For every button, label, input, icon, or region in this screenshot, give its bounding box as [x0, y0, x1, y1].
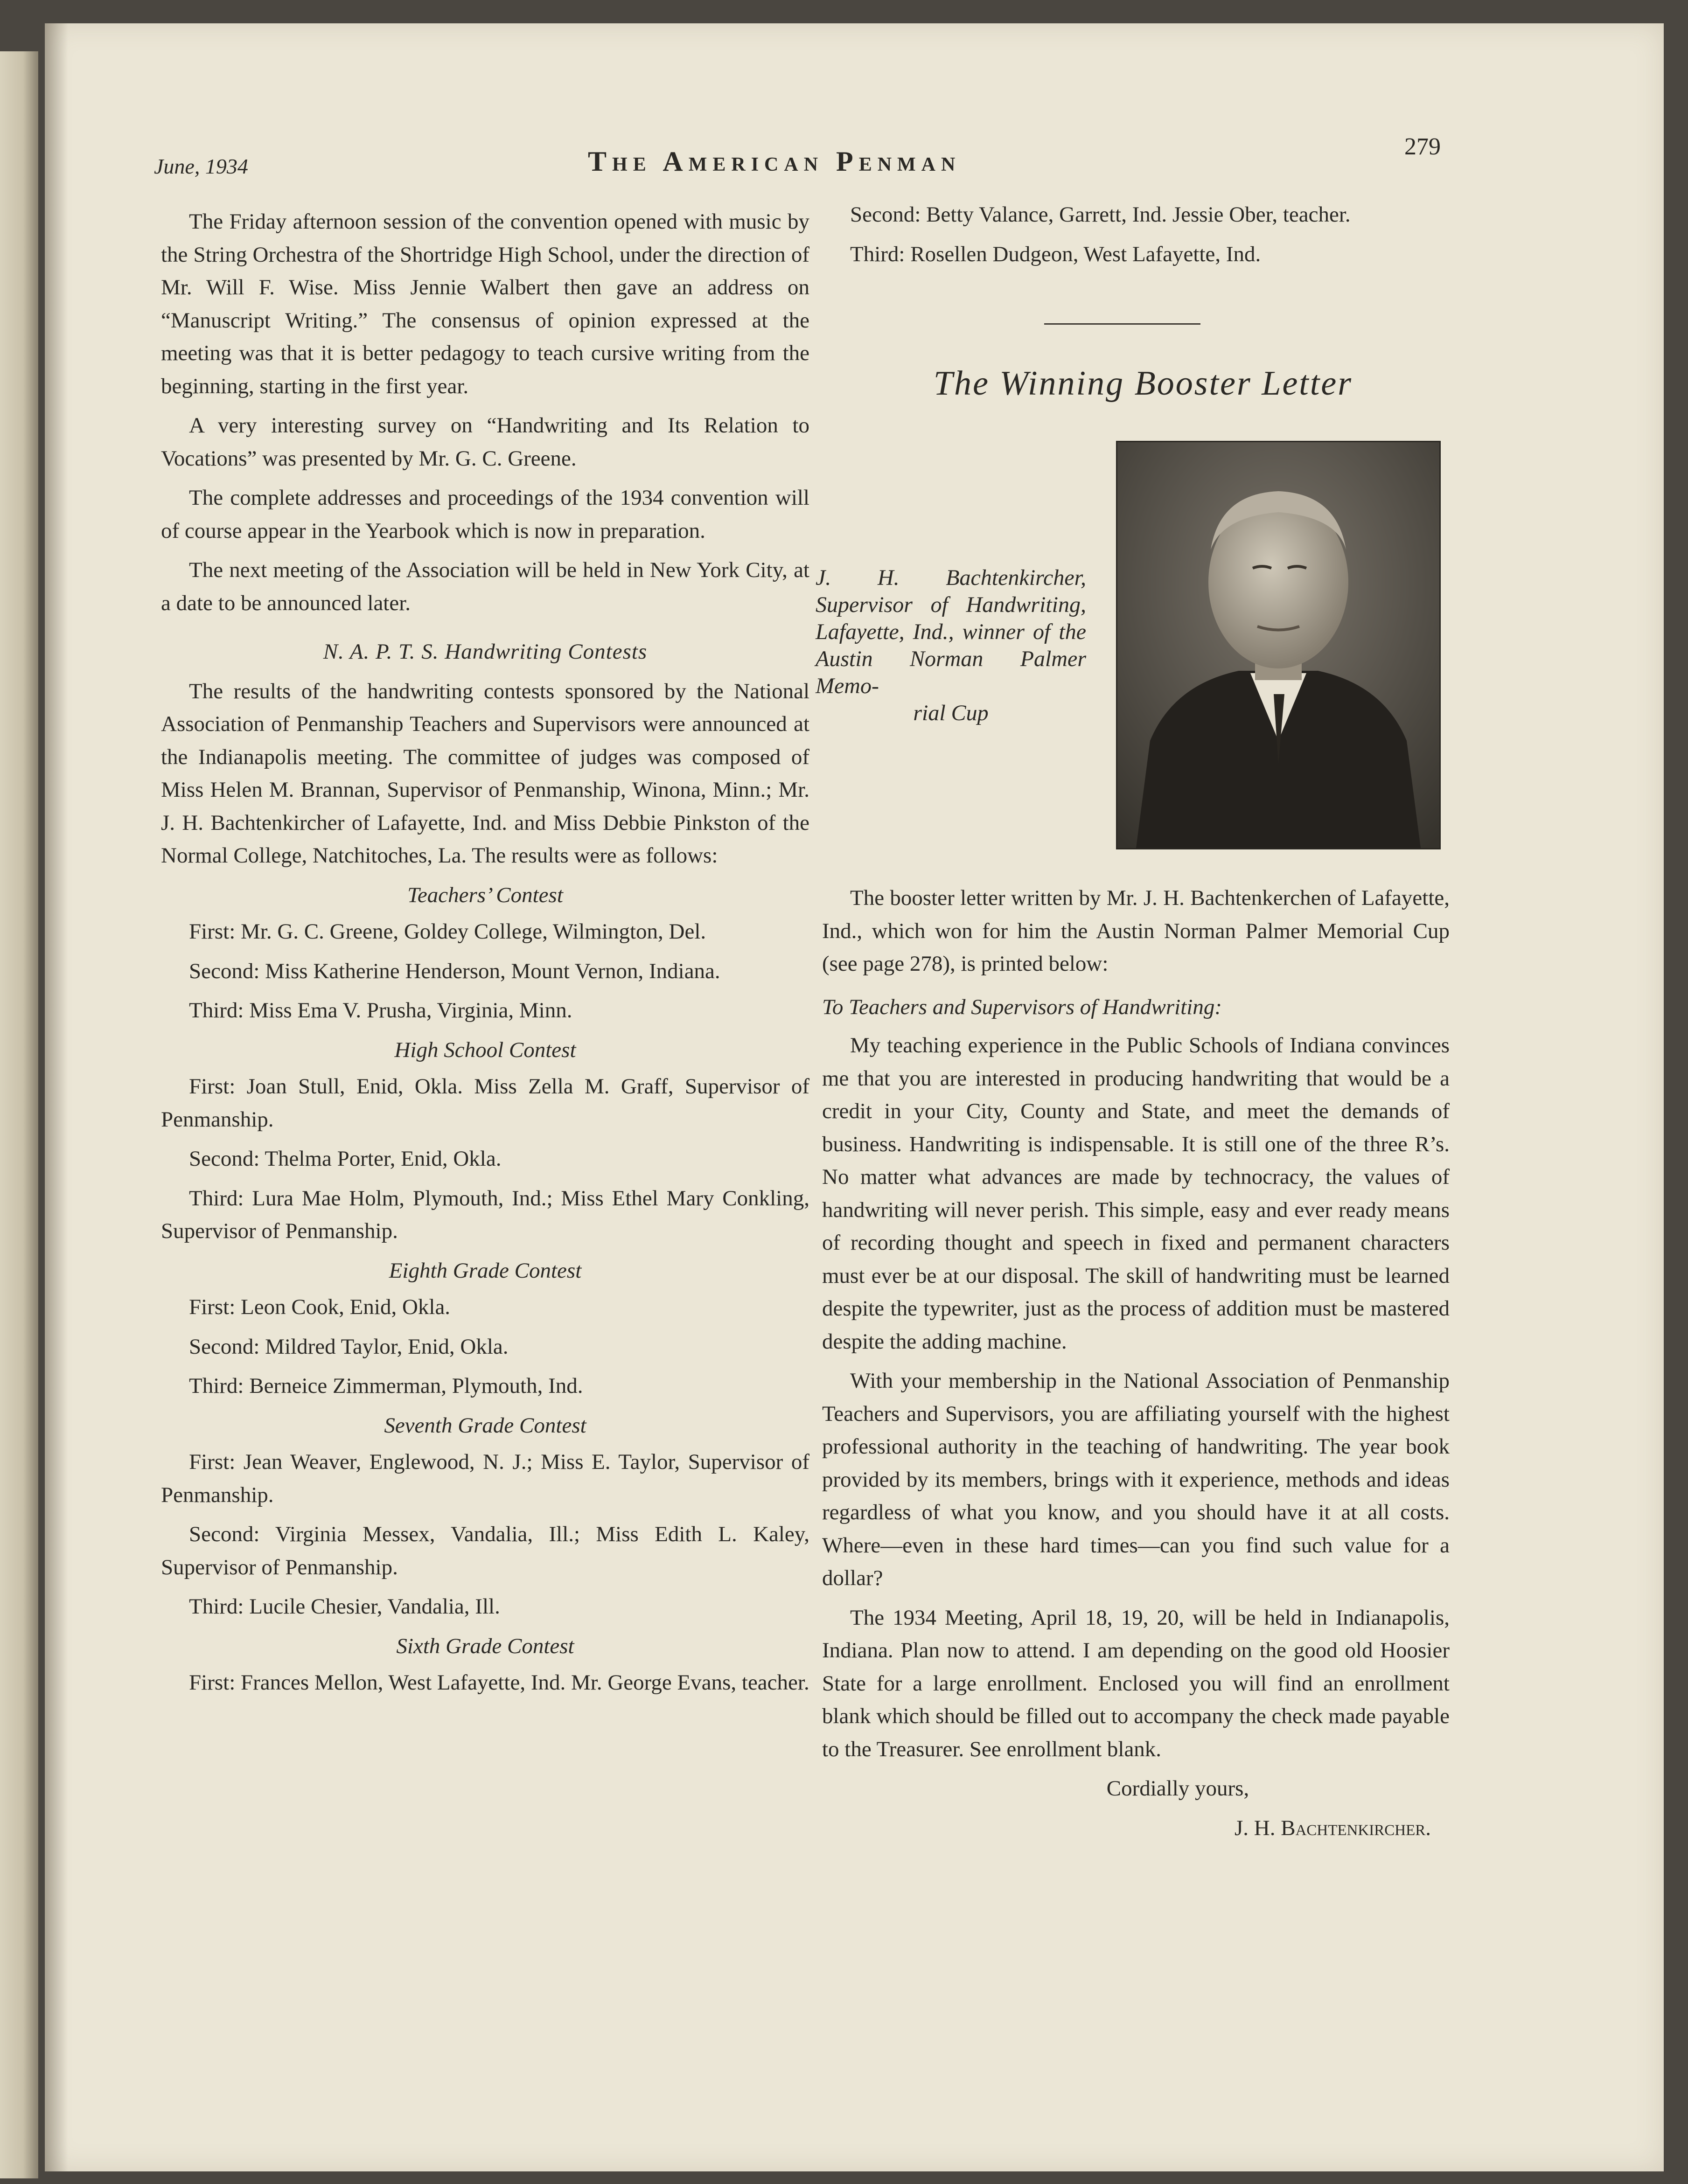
paragraph: The booster letter written by Mr. J. H. Bachtenkerchen of Lafayette, Ind., which won for him the Austin Norman Palmer Memorial Cup (see page 278), is printed below:	[822, 886, 1450, 976]
result-entry: First: Leon Cook, Enid, Okla.	[189, 1295, 451, 1319]
seventh-grade-contest-heading: Seventh Grade Contest	[384, 1413, 586, 1438]
letter-paragraph: The 1934 Meeting, April 18, 19, 20, will be held in Indianapolis, Indiana. Plan now to attend. I am depending on the good old Hoosier State for a large enrollment. Enclosed you will find an enrollment blank which should be filled out to accompany the check made payable to the Treasurer. See enrollment blank.	[822, 1605, 1450, 1761]
caption-text-end: rial Cup	[913, 701, 989, 725]
paragraph: The Friday afternoon session of the convention opened with music by the String Orchestra of the Shortridge High School, under the direction of Mr. Will F. Wise. Miss Jennie Walbert then gave an address on “Manuscript Writing.” The consensus of opinion expressed at the meeting was that it is better pedagogy to teach cursive writing from the beginning, starting in the first year.	[161, 209, 809, 398]
result-entry: Second: Betty Valance, Garrett, Ind. Jessie Ober, teacher.	[850, 202, 1351, 227]
right-column-top	[822, 198, 1450, 277]
eighth-grade-contest-heading: Eighth Grade Contest	[389, 1258, 582, 1283]
result-entry: Second: Virginia Messex, Vandalia, Ill.; Miss Edith L. Kaley, Supervisor of Penmanship.	[161, 1522, 809, 1579]
result-entry: Third: Rosellen Dudgeon, West Lafayette, Ind.	[850, 242, 1261, 266]
letter-paragraph: My teaching experience in the Public Schools of Indiana convinces me that you are interested in producing handwriting that would be a credit in your City, County and State, and meet the demands of business. Handwriting is indispensable. It is still one of the three R’s. No matter what advances are made by technocracy, the values of handwriting will never perish. This simple, easy and ever ready means of recording thought and speech in fixed and permanent characters must ever be at our disposal. The skill of handwriting must be learned despite the typewriter, just as the process of addition must be mastered despite the adding machine.	[822, 1033, 1450, 1354]
section-divider-rule	[1044, 323, 1200, 325]
paragraph: A very interesting survey on “Handwriting and Its Relation to Vocations” was presented by Mr. G. C. Greene.	[161, 413, 809, 471]
result-entry: First: Joan Stull, Enid, Okla. Miss Zella M. Graff, Supervisor of Penmanship.	[161, 1074, 809, 1132]
sixth-grade-contest-heading: Sixth Grade Contest	[396, 1634, 574, 1658]
letter-closing: Cordially yours,	[1106, 1776, 1249, 1801]
result-entry: First: Jean Weaver, Englewood, N. J.; Miss E. Taylor, Supervisor of Penmanship.	[161, 1450, 809, 1507]
result-entry: Third: Lucile Chesier, Vandalia, Ill.	[189, 1594, 500, 1619]
high-school-contest-heading: High School Contest	[394, 1037, 576, 1062]
caption-text: J. H. Bachtenkircher, Supervisor of Handwriting, Lafayette, Ind., winner of the Austin Norman Palmer Memo-	[816, 565, 1086, 698]
result-entry: Third: Berneice Zimmerman, Plymouth, Ind.	[189, 1374, 583, 1398]
result-entry: Second: Thelma Porter, Enid, Okla.	[189, 1147, 502, 1171]
left-column	[161, 205, 809, 1706]
paragraph: The results of the handwriting contests sponsored by the National Association of Penmanship Teachers and Supervisors were announced at the Indianapolis meeting. The committee of judges was composed of Miss Helen M. Brannan, Supervisor of Penmanship, Winona, Minn.; Mr. J. H. Bachtenkircher of Lafayette, Ind. and Miss Debbie Pinkston of the Normal College, Natchitoches, La. The results were as follows:	[161, 679, 809, 868]
previous-page-edge	[0, 51, 38, 2178]
paragraph: The complete addresses and proceedings of the 1934 convention will of course appear in the Yearbook which is now in preparation.	[161, 486, 809, 543]
result-entry: Second: Mildred Taylor, Enid, Okla.	[189, 1334, 509, 1359]
letter-paragraph: With your membership in the National Association of Penmanship Teachers and Supervisors, you are affiliating yourself with the highest professional authority in the teaching of handwriting. The year book provided by its members, brings with it experience, methods and ideas regardless of what you know, and you should have it at all costs. Where—even in these hard times—can you find such value for a dollar?	[822, 1369, 1450, 1590]
result-entry: First: Frances Mellon, West Lafayette, Ind. Mr. George Evans, teacher.	[189, 1670, 809, 1695]
portrait-caption	[816, 564, 1086, 727]
result-entry: Third: Miss Ema V. Prusha, Virginia, Minn.	[189, 998, 572, 1022]
result-entry: Second: Miss Katherine Henderson, Mount Vernon, Indiana.	[189, 959, 720, 983]
contests-heading: N. A. P. T. S. Handwriting Contests	[323, 640, 648, 664]
running-head-title: The American Penman	[588, 146, 961, 177]
gutter-shadow	[45, 23, 68, 2171]
letter-signature: J. H. Bachtenkircher.	[1235, 1815, 1431, 1840]
running-head-date: June, 1934	[154, 154, 248, 178]
booster-letter-title: The Winning Booster Letter	[933, 364, 1353, 403]
paragraph: The next meeting of the Association will be held in New York City, at a date to be announced later.	[161, 558, 809, 615]
portrait-photo	[1116, 441, 1441, 849]
letter-salutation: To Teachers and Supervisors of Handwriting:	[822, 995, 1222, 1019]
teachers-contest-heading: Teachers’ Contest	[407, 883, 563, 907]
page-number: 279	[1404, 133, 1441, 160]
right-column-bottom	[822, 882, 1450, 1851]
result-entry: Third: Lura Mae Holm, Plymouth, Ind.; Miss Ethel Mary Conkling, Supervisor of Penmanship.	[161, 1186, 809, 1243]
result-entry: First: Mr. G. C. Greene, Goldey College, Wilmington, Del.	[189, 919, 706, 944]
